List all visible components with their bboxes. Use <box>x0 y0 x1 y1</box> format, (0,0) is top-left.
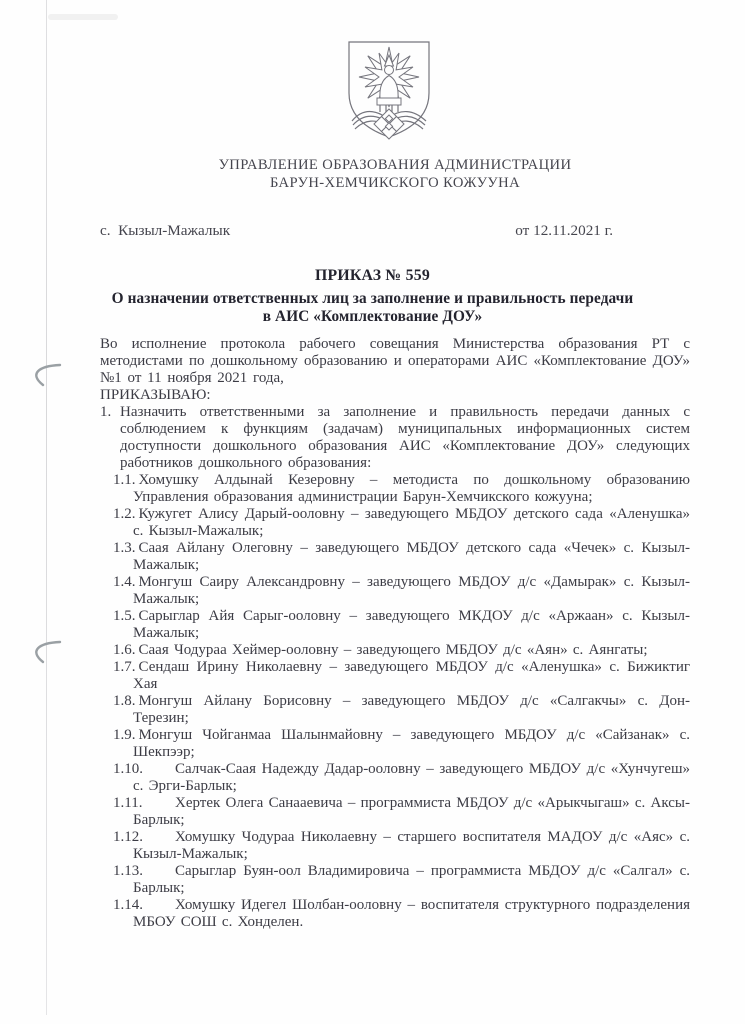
item-number: 1. <box>100 404 112 420</box>
scan-fold-line <box>46 0 47 1015</box>
list-item-text: Монгуш Чойганмаа Шалынмайовну – заведующего МБДОУ д/с «Сайзанак» с. Шекпээр; <box>133 727 690 760</box>
list-item-number: 1.14. <box>113 897 143 913</box>
place-date-row <box>100 222 690 239</box>
list-item-number: 1.2. <box>113 506 136 522</box>
punch-notch-icon <box>26 639 68 665</box>
list-item-text: Саая Чодураа Хеймер-ооловну – заведующего МБДОУ д/с «Аян» с. Аянгаты; <box>138 642 648 658</box>
coat-of-arms-icon <box>341 37 437 141</box>
list-item-text: Салчак-Саая Надежду Дадар-ооловну – заведующего МБДОУ д/с «Хунчугеш» с. Эрги-Барлык; <box>133 761 690 794</box>
list-item-text: Монгуш Саиру Александровну – заведующего МБДОУ д/с «Дамырак» с. Кызыл-Мажалык; <box>133 574 690 607</box>
list-item <box>100 574 690 608</box>
order-subject-line1: О назначении ответственных лиц за заполнение и правильность передачи <box>111 290 634 307</box>
list-item <box>100 693 690 727</box>
list-item <box>100 829 690 863</box>
list-item-text: Хомушку Алдынай Кезеровну – методиста по дошкольному образованию Управления образования администрации Барун-Хемчикского кожууна; <box>133 472 690 505</box>
list-item-text: Саая Айлану Олеговну – заведующего МБДОУ детского сада «Чечек» с. Кызыл-Мажалык; <box>133 540 690 573</box>
list-item <box>100 727 690 761</box>
list-item <box>100 540 690 574</box>
list-item-text: Хомушку Идегел Шолбан-ооловну – воспитателя структурного подразделения МБОУ СОШ с. Хонделен. <box>133 897 690 930</box>
list-item <box>100 795 690 829</box>
order-subject <box>0 290 745 325</box>
item-text: Назначить ответственными за заполнение и правильность передачи данных с соблюдением к функциям (задачам) муниципальных информационных систем доступности дошкольного образования АИС «Комплектование ДОУ» следующих работников дошкольного образования: <box>120 404 690 471</box>
list-item-text: Монгуш Айлану Борисовну – заведующего МБДОУ д/с «Салгакчы» с. Дон-Терезин; <box>133 693 690 726</box>
list-item-number: 1.5. <box>113 608 136 624</box>
list-item-number: 1.1. <box>113 472 136 488</box>
subitems-list <box>100 472 690 931</box>
list-item <box>100 506 690 540</box>
place-text: с. Кызыл-Мажалык <box>100 222 231 239</box>
list-item-text: Сендаш Ирину Николаевну – заведующего МБДОУ д/с «Аленушка» с. Бижиктиг Хая <box>133 659 690 692</box>
date-text: от 12.11.2021 г. <box>515 222 613 239</box>
item-1 <box>100 404 690 472</box>
list-item <box>100 608 690 642</box>
order-number-title: ПРИКАЗ № 559 <box>315 267 430 284</box>
list-item-number: 1.10. <box>113 761 143 777</box>
list-item-text: Сарыглар Айя Сарыг-ооловну – заведующего МКДОУ д/с «Аржаан» с. Кызыл-Мажалык; <box>133 608 690 641</box>
emblem-row <box>0 37 745 141</box>
org-name <box>100 156 690 192</box>
list-item <box>100 659 690 693</box>
list-item <box>100 897 690 931</box>
list-item <box>100 472 690 506</box>
list-item-number: 1.8. <box>113 693 136 709</box>
list-item <box>100 761 690 795</box>
list-item-text: Кужугет Алису Дарый-ооловну – заведующего МБДОУ детского сада «Аленушка» с. Кызыл-Мажалык; <box>133 506 690 539</box>
resolve-word: ПРИКАЗЫВАЮ: <box>100 387 211 403</box>
list-item-text: Хомушку Чодураа Николаевну – старшего воспитателя МАДОУ д/с «Аяс» с. Кызыл-Мажалык; <box>133 829 690 862</box>
punch-notch-icon <box>26 362 68 388</box>
list-item-text: Хертек Олега Санааевича – программиста МБДОУ д/с «Арыкчыгаш» с. Аксы-Барлык; <box>133 795 690 828</box>
list-item-text: Сарыглар Буян-оол Владимировича – программиста МБДОУ д/с «Салгал» с. Барлык; <box>133 863 690 896</box>
order-subject-line2: в АИС «Комплектование ДОУ» <box>262 307 483 325</box>
list-item-number: 1.9. <box>113 727 136 743</box>
list-item <box>100 642 690 659</box>
list-item-number: 1.7. <box>113 659 136 675</box>
list-item-number: 1.12. <box>113 829 143 845</box>
list-item-number: 1.3. <box>113 540 136 556</box>
list-item <box>100 863 690 897</box>
list-item-number: 1.11. <box>113 795 143 811</box>
org-name-line2: БАРУН-ХЕМЧИКСКОГО КОЖУУНА <box>269 175 521 191</box>
list-item-number: 1.4. <box>113 574 136 590</box>
list-item-number: 1.6. <box>113 642 136 658</box>
preamble-paragraph: Во исполнение протокола рабочего совещания Министерства образования РТ с методистами по дошкольному образованию и операторами АИС «Комплектование ДОУ» №1 от 11 ноября 2021 года, <box>100 336 690 386</box>
order-title-block <box>0 267 745 325</box>
order-body <box>100 336 690 931</box>
org-name-line1: УПРАВЛЕНИЕ ОБРАЗОВАНИЯ АДМИНИСТРАЦИИ <box>218 157 572 173</box>
list-item-number: 1.13. <box>113 863 143 879</box>
